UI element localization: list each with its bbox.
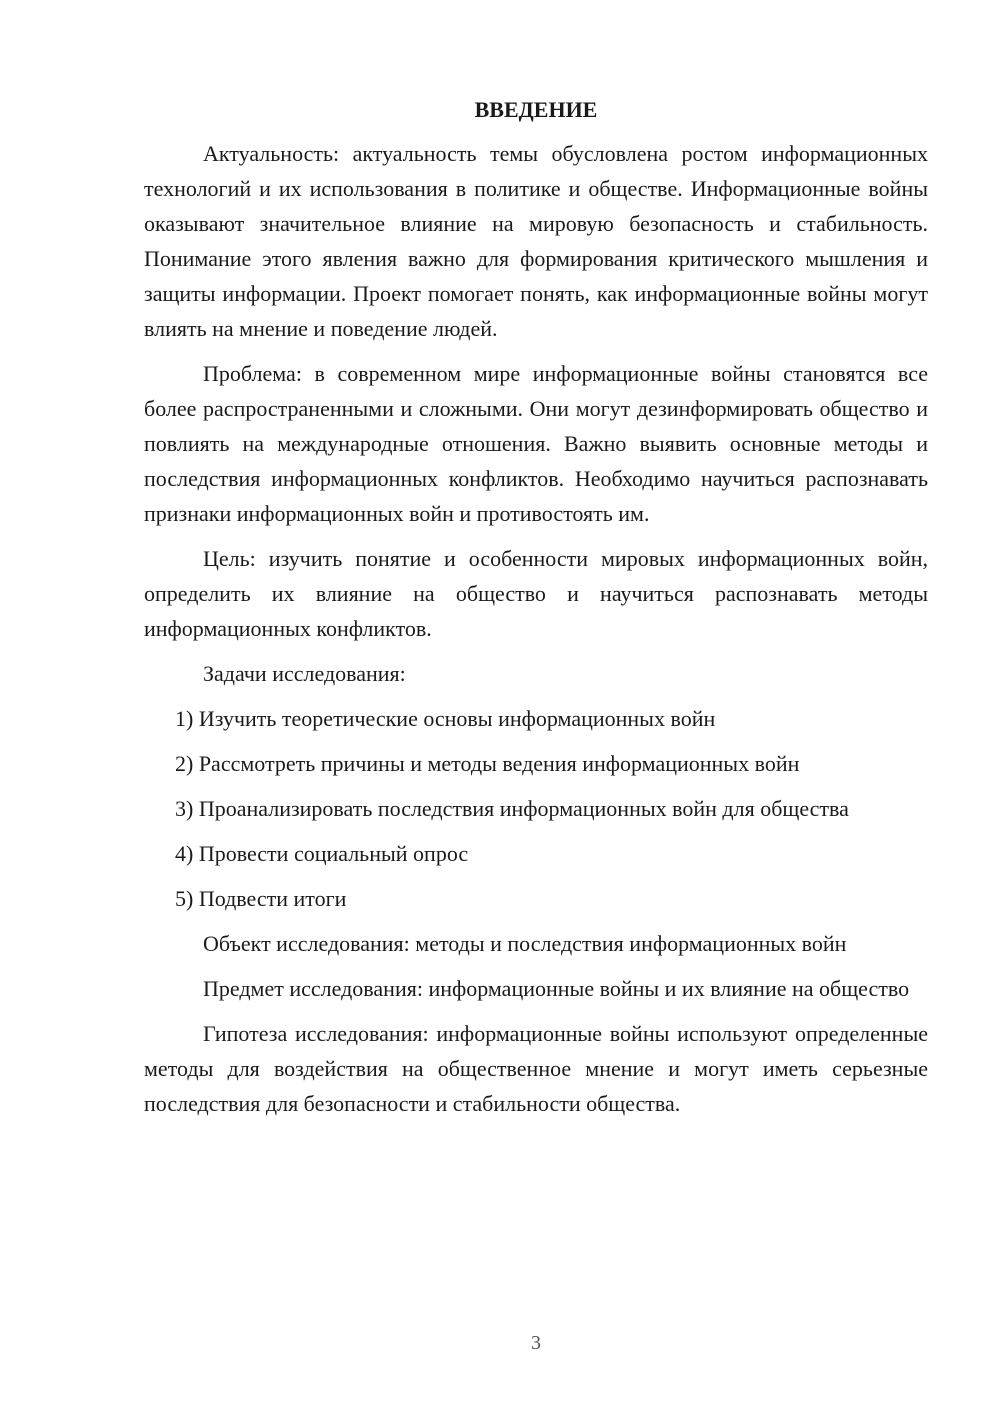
task-item-3: 3) Проанализировать последствия информационных войн для общества xyxy=(175,796,849,821)
section-title: ВВЕДЕНИЕ xyxy=(474,97,598,122)
relevance-paragraph: Актуальность: актуальность темы обусловлена ростом информационных технологий и их использования в политике и обществе. Информационные войны оказывают значительное влияние на мировую безопасность и стабильность. Понимание этого явления важно для формирования критического мышления и защиты информации. Проект помогает понять, как информационные войны могут влиять на мнение и поведение людей. xyxy=(144,141,928,341)
task-item-5: 5) Подвести итоги xyxy=(175,886,347,911)
task-item-4: 4) Провести социальный опрос xyxy=(175,841,469,866)
document-page xyxy=(144,96,928,1131)
goal-paragraph: Цель: изучить понятие и особенности мировых информационных войн, определить их влияние на общество и научиться распознавать методы информационных конфликтов. xyxy=(144,546,928,641)
object-paragraph: Объект исследования: методы и последствия информационных войн xyxy=(203,931,847,956)
task-item-2: 2) Рассмотреть причины и методы ведения информационных войн xyxy=(175,751,800,776)
hypothesis-paragraph: Гипотеза исследования: информационные войны используют определенные методы для воздействия на общественное мнение и могут иметь серьезные последствия для безопасности и стабильности общества. xyxy=(144,1021,928,1116)
subject-paragraph: Предмет исследования: информационные войны и их влияние на общество xyxy=(203,976,910,1001)
task-item-1: 1) Изучить теоретические основы информационных войн xyxy=(175,706,716,731)
tasks-heading: Задачи исследования: xyxy=(203,661,406,686)
problem-paragraph: Проблема: в современном мире информационные войны становятся все более распространенными и сложными. Они могут дезинформировать общество и повлиять на международные отношения. Важно выявить основные методы и последствия информационных конфликтов. Необходимо научиться распознавать признаки информационных войн и противостоять им. xyxy=(144,361,928,526)
page-number: 3 xyxy=(531,1332,541,1354)
